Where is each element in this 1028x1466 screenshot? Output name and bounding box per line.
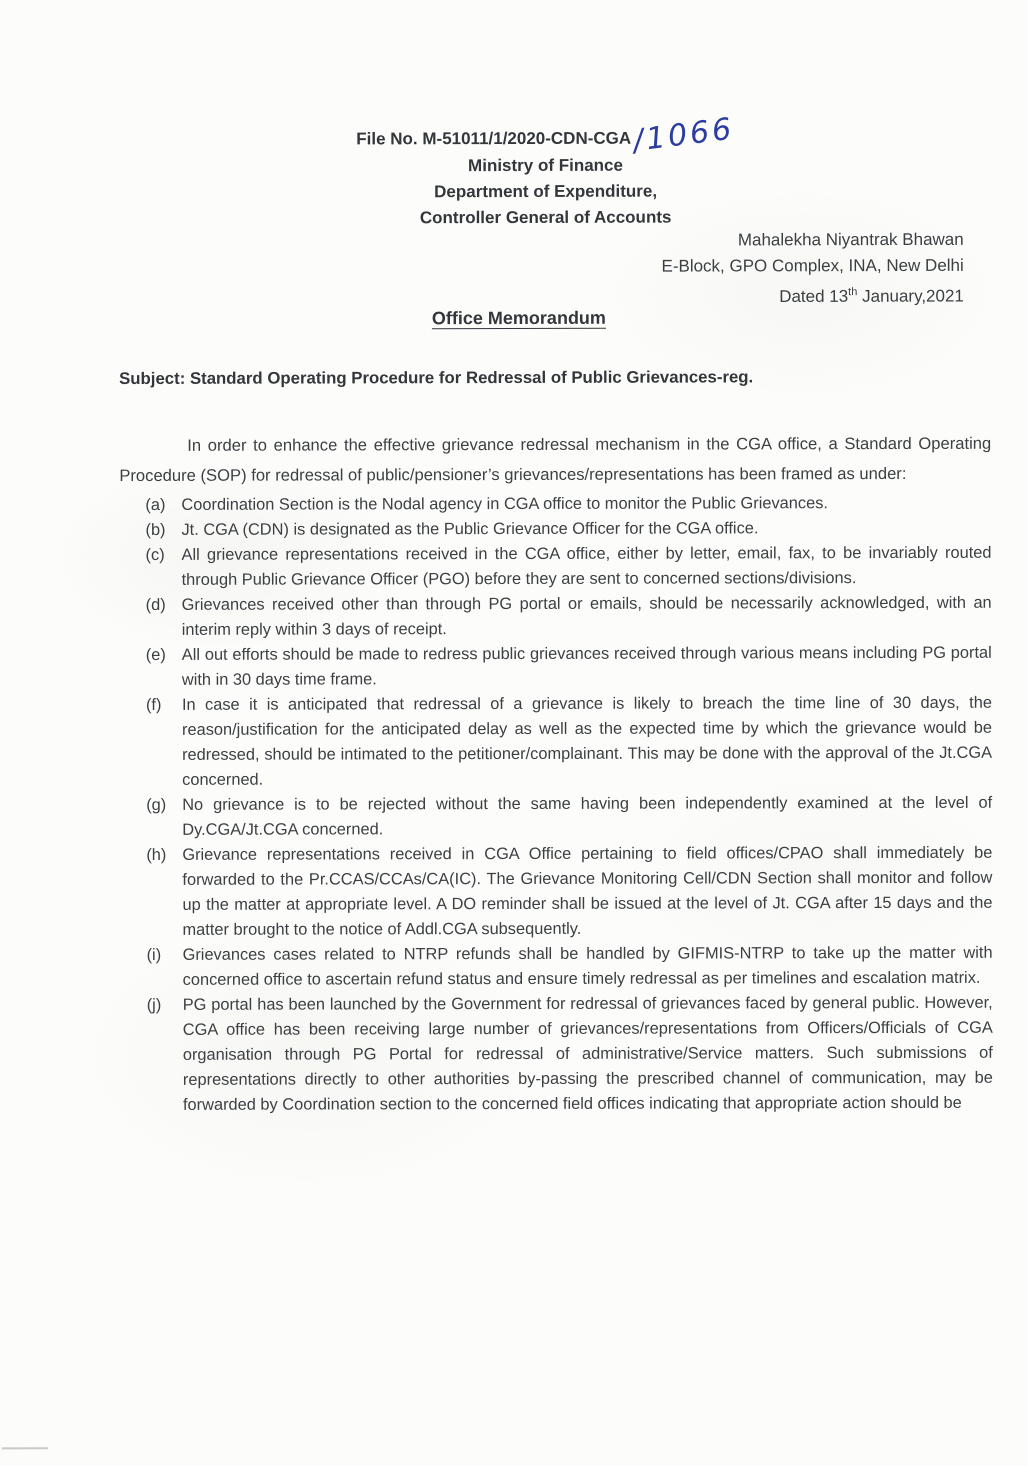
- date-prefix: Dated 13: [779, 286, 849, 306]
- list-item-d: [120, 591, 992, 643]
- list-item-b: [119, 516, 991, 543]
- item-label: (b): [145, 520, 166, 539]
- intro-paragraph: In order to enhance the effective grievance redressal mechanism in the CGA office, a Standard Operating Procedure (SOP) for redressal of public/pensioner’s grievances/representations has been framed as under:: [119, 433, 992, 486]
- list-item-i: [121, 941, 993, 993]
- list-item-g: [120, 791, 992, 843]
- date-line: [662, 279, 964, 310]
- item-text: No grievance is to be rejected without the same having been independently examined at the level of Dy.CGA/Jt.CGA concerned.: [182, 793, 993, 839]
- list-item-a: [119, 491, 991, 518]
- org-ministry: Ministry of Finance: [468, 155, 623, 175]
- item-label: (f): [145, 695, 162, 714]
- item-label: (i): [146, 945, 162, 964]
- item-label: (d): [145, 595, 166, 614]
- list-item-f: [120, 691, 992, 793]
- address-building: Mahalekha Niyantrak Bhawan: [737, 229, 964, 250]
- item-label: (c): [145, 545, 165, 564]
- item-text: In case it is anticipated that redressal of a grievance is likely to breach the time line of 30 days, the reason/justification for the anticipated delay as well as the expected time by which the grievance would be redressed, should be intimated to the petitioner/complainant. This may be done with the approval of the Jt.CGA concerned.: [181, 693, 993, 789]
- address-block: [661, 227, 964, 310]
- file-number-line: [356, 110, 736, 159]
- date-suffix: January,2021: [857, 286, 964, 306]
- item-text: All out efforts should be made to redress public grievances received through various means including PG portal with in 30 days time frame.: [181, 643, 992, 689]
- file-number: File No. M-51011/1/2020-CDN-CGA: [356, 128, 632, 149]
- item-label: (a): [145, 495, 166, 514]
- item-label: (j): [146, 995, 162, 1014]
- list-item-c: [120, 541, 992, 593]
- item-text: Grievances cases related to NTRP refunds shall be handled by GIFMIS-NTRP to take up the matter with concerned office to ascertain refund status and ensure timely redressal as per timelines and escalation matrix.: [182, 943, 993, 989]
- sop-list: [119, 491, 993, 1118]
- item-text: All grievance representations received in the CGA office, either by letter, email, fax, to be invariably routed through Public Grievance Officer (PGO) before they are sent to concerned sections/divisions.: [181, 543, 992, 589]
- list-item-j: [121, 991, 993, 1118]
- item-label: (g): [146, 795, 167, 814]
- address-location: E-Block, GPO Complex, INA, New Delhi: [661, 255, 964, 276]
- item-text: Grievance representations received in CGA Office pertaining to field offices/CPAO shall immediately be forwarded to the Pr.CCAS/CCAs/CA(IC). The Grievance Monitoring Cell/CDN Section shall monitor and follow up the matter at appropriate level. A DO reminder shall be issued at the level of Jt. CGA after 15 days and the matter brought to the notice of Addl.CGA subsequently.: [182, 843, 993, 939]
- handwritten-dispatch-number: /1066: [630, 110, 736, 159]
- subject-line: Subject: Standard Operating Procedure for Redressal of Public Grievances-reg.: [119, 367, 754, 389]
- item-text: PG portal has been launched by the Government for redressal of grievances faced by general public. However, CGA office has been receiving large number of grievances/representations from Officers/Officials of CGA organisation through PG Portal for redressal of administrative/Service matters. Such submissions of representations directly to other authorities by-passing the prescribed channel of communication, may be forwarded by Coordination section to the concerned field offices indicating that appropriate action should be: [182, 993, 993, 1114]
- memo-title: Office Memorandum: [431, 307, 606, 329]
- item-text: Grievances received other than through PG portal or emails, should be necessarily acknowledged, with an interim reply within 3 days of receipt.: [181, 593, 992, 639]
- item-text: Coordination Section is the Nodal agency in CGA office to monitor the Public Grievances.: [181, 494, 829, 514]
- item-text: Jt. CGA (CDN) is designated as the Public Grievance Officer for the CGA office.: [181, 519, 759, 539]
- body-block: [119, 429, 993, 1118]
- header-block: [64, 110, 1026, 232]
- list-item-e: [120, 641, 992, 693]
- org-department: Department of Expenditure,: [434, 181, 658, 201]
- list-item-h: [120, 841, 992, 943]
- item-label: (h): [146, 845, 167, 864]
- scan-artifact-line: [2, 1447, 48, 1449]
- item-label: (e): [145, 645, 166, 664]
- org-controller: Controller General of Accounts: [419, 207, 672, 227]
- date-superscript: th: [848, 286, 858, 299]
